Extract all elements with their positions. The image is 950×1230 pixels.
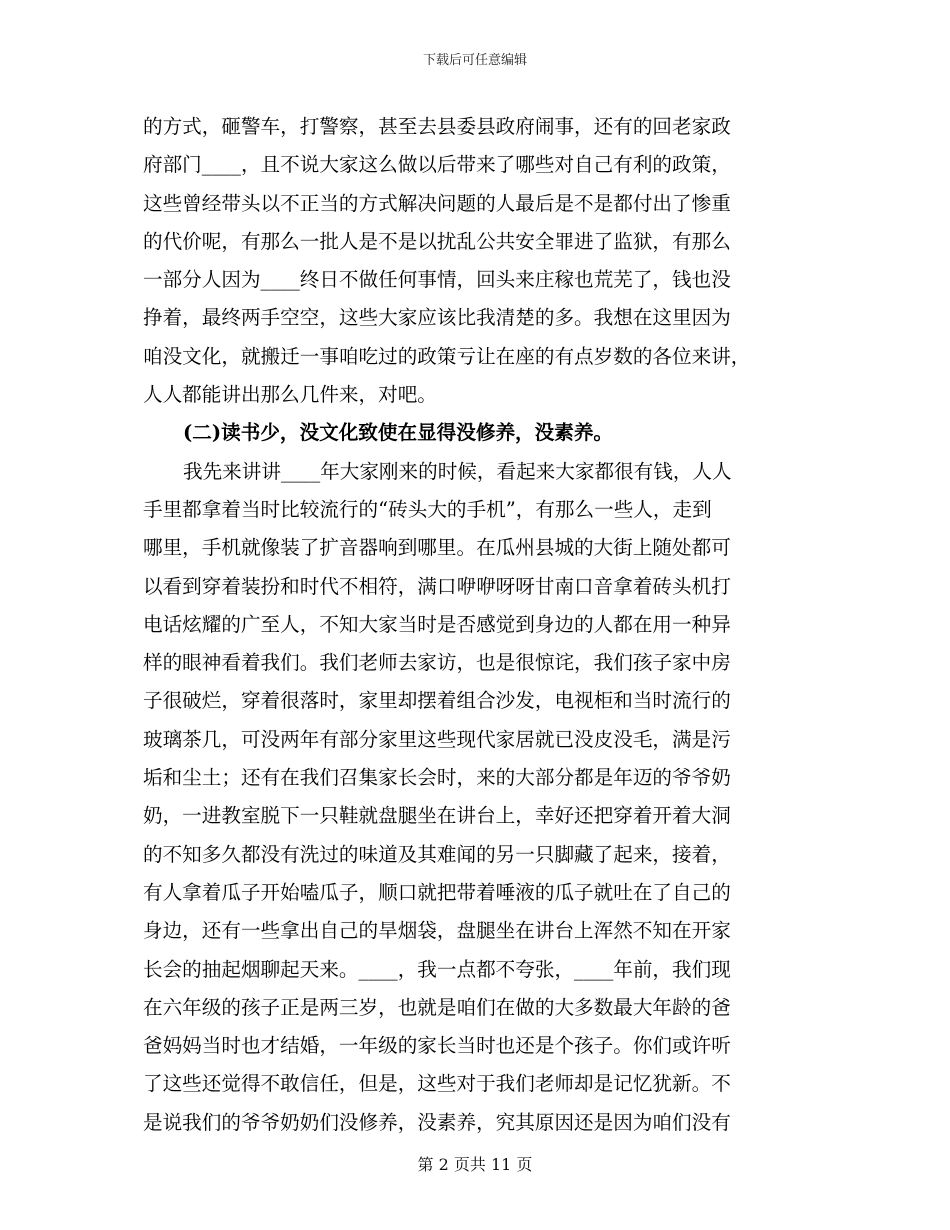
text-line: 长会的抽起烟聊起天来。____，我一点都不夸张，____年前，我们现 [143,957,731,981]
text-line: 挣着，最终两手空空，这些大家应该比我清楚的多。我想在这里因为 [143,306,731,330]
text-line: 电话炫耀的广至人，不知大家当时是否感觉到身边的人都在用一种异 [143,612,731,636]
text-line: 这些曾经带头以不正当的方式解决问题的人最后是不是都付出了惨重 [143,191,731,215]
text-line: 的方式，砸警车，打警察，甚至去县委县政府闹事，还有的回老家政 [143,115,731,138]
text-line: 垢和尘土；还有在我们召集家长会时，来的大部分都是年迈的爷爷奶 [143,766,731,790]
text-line: 一部分人因为____终日不做任何事情，回头来庄稼也荒芜了，钱也没 [143,268,731,292]
text-line: 我先来讲讲____年大家刚来的时候，看起来大家都很有钱，人人 [183,459,732,483]
text-line: 有人拿着瓜子开始嗑瓜子，顺口就把带着唾液的瓜子就吐在了自己的 [143,880,731,904]
section-heading: (二)读书少，没文化致使在显得没修养，没素养。 [183,421,614,445]
document-body [143,108,803,1142]
text-line: 的不知多久都没有洗过的味道及其难闻的另一只脚藏了起来，接着， [143,842,731,866]
text-line: 人人都能讲出那么几件来，对吧。 [143,383,437,407]
text-line: 奶，一进教室脱下一只鞋就盘腿坐在讲台上，幸好还把穿着开着大洞 [143,804,731,828]
text-line: 是说我们的爷爷奶奶们没修养，没素养，究其原因还是因为咱们没有 [143,1110,731,1134]
text-line: 玻璃茶几，可没两年有部分家里这些现代家居就已没皮没毛，满是污 [143,727,731,751]
page-footer: 第 2 页共 11 页 [417,1155,533,1174]
text-line: 在六年级的孩子正是两三岁，也就是咱们在做的大多数最大年龄的爸 [143,995,731,1019]
text-line: 爸妈妈当时也才结婚，一年级的家长当时也还是个孩子。你们或许听 [143,1034,731,1058]
page-header: 下载后可任意编辑 [422,53,527,68]
text-line: 的代价呢，有那么一批人是不是以扰乱公共安全罪进了监狱，有那么 [143,229,731,253]
text-line: 身边，还有一些拿出自己的旱烟袋，盘腿坐在讲台上浑然不知在开家 [143,919,731,943]
text-line: 子很破烂，穿着很落时，家里却摆着组合沙发，电视柜和当时流行的 [143,689,731,713]
text-line: 了这些还觉得不敢信任，但是，这些对于我们老师却是记忆犹新。不 [143,1072,731,1096]
text-line: 以看到穿着装扮和时代不相符，满口咿咿呀呀甘南口音拿着砖头机打 [143,574,731,598]
text-line: 手里都拿着当时比较流行的“砖头大的手机”，有那么一些人，走到 [143,497,712,521]
text-line: 哪里，手机就像装了扩音器响到哪里。在瓜州县城的大街上随处都可 [143,536,731,560]
text-line: 样的眼神看着我们。我们老师去家访，也是很惊诧，我们孩子家中房 [143,651,731,675]
text-line: 府部门____，且不说大家这么做以后带来了哪些对自己有利的政策， [143,153,731,177]
text-line: 咱没文化，就搬迁一事咱吃过的政策亏让在座的有点岁数的各位来讲， [143,344,751,368]
